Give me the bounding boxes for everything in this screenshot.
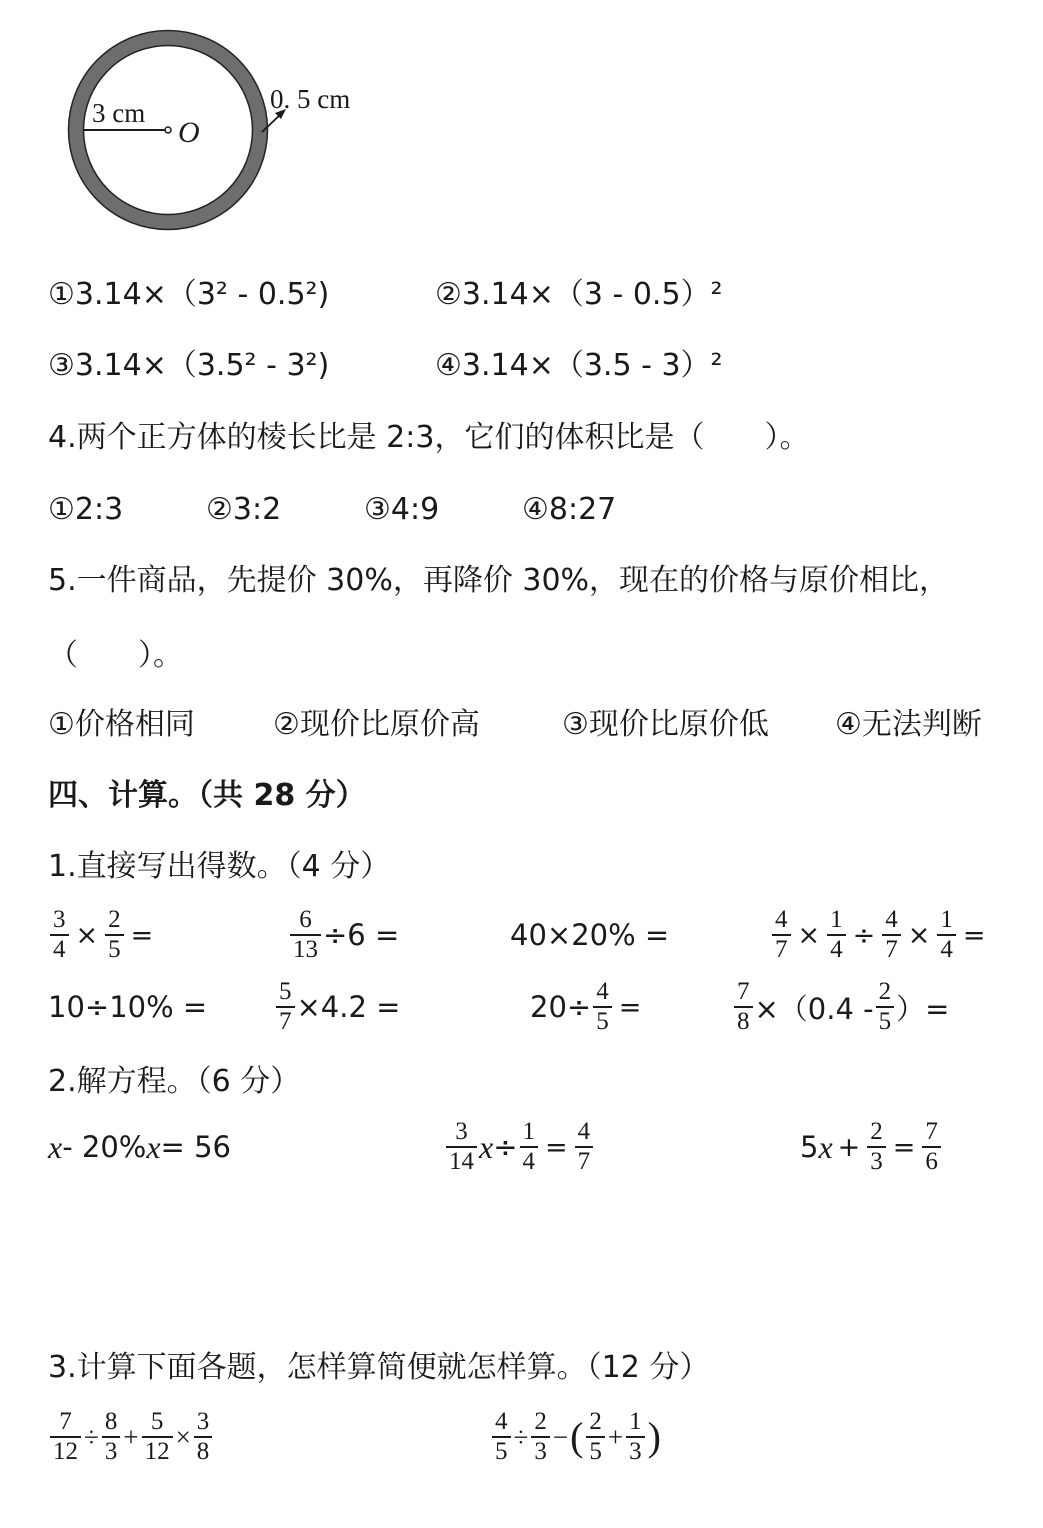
q4-stem: 4.两个正方体的棱长比是 2:3，它们的体积比是（ ）。 bbox=[48, 420, 810, 455]
section4-title: 四、计算。（共 28 分） bbox=[48, 778, 366, 813]
fraction: $\frac{2}{5}$ bbox=[876, 978, 895, 1036]
operator: ÷ bbox=[493, 1130, 518, 1164]
coefficient: 5 bbox=[800, 1130, 819, 1164]
variable: x bbox=[146, 1128, 161, 1165]
fraction: $\frac{4}{7}$ bbox=[575, 1118, 594, 1176]
fraction: $\frac{3}{4}$ bbox=[50, 906, 69, 964]
fraction: $\frac{8}{3}$ bbox=[102, 1408, 121, 1466]
fraction: $\frac{1}{4}$ bbox=[827, 906, 846, 964]
q5-option-2: ②现价比原价高 bbox=[273, 707, 480, 742]
center-point bbox=[165, 127, 171, 133]
equation-3 bbox=[800, 1112, 943, 1182]
q5-option-4: ④无法判断 bbox=[835, 707, 982, 742]
expr-rest: ÷6 = bbox=[323, 918, 400, 952]
equals: = bbox=[545, 1131, 568, 1163]
fraction: $\frac{2}{3}$ bbox=[867, 1118, 886, 1176]
operator: + bbox=[607, 1421, 624, 1452]
calc-item-4 bbox=[770, 900, 991, 970]
equals: = bbox=[130, 919, 154, 951]
fraction: $\frac{4}{7}$ bbox=[882, 906, 901, 964]
q3-option-4 bbox=[435, 346, 723, 386]
calc-item-3: 40×20% = bbox=[510, 918, 670, 952]
part1-title: 1.直接写出得数。（4 分） bbox=[48, 849, 391, 884]
operator: + bbox=[837, 1131, 861, 1163]
operator: − bbox=[552, 1421, 569, 1452]
fraction: $\frac{3}{14}$ bbox=[446, 1118, 477, 1176]
q5-option-3: ③现价比原价低 bbox=[562, 707, 769, 742]
equation-2 bbox=[444, 1112, 595, 1182]
equals: = bbox=[962, 919, 986, 951]
calc-item-5: 10÷10% = bbox=[48, 990, 208, 1024]
radius-label: 3 cm bbox=[92, 98, 146, 128]
equation-1 bbox=[48, 1112, 231, 1182]
option-mark: ④ bbox=[435, 348, 462, 383]
option-expr: 3.14×（3² - 0.5²) bbox=[74, 277, 330, 312]
variable: x bbox=[479, 1128, 494, 1165]
fraction: $\frac{4}{5}$ bbox=[593, 978, 612, 1036]
expr-end: = 56 bbox=[160, 1130, 231, 1164]
calc-item-2 bbox=[288, 900, 399, 970]
left-paren: ( bbox=[570, 1414, 584, 1459]
operator: + bbox=[123, 1421, 139, 1452]
part3-title: 3.计算下面各题，怎样算简便就怎样算。（12 分） bbox=[48, 1350, 710, 1385]
variable: x bbox=[818, 1128, 833, 1165]
q3-option-3 bbox=[48, 346, 329, 386]
fraction: $\frac{4}{5}$ bbox=[492, 1408, 511, 1466]
fraction: $\frac{7}{8}$ bbox=[734, 978, 753, 1036]
fraction: $\frac{3}{8}$ bbox=[194, 1408, 213, 1466]
fraction: $\frac{5}{12}$ bbox=[142, 1408, 173, 1466]
fraction: $\frac{1}{3}$ bbox=[626, 1408, 645, 1466]
operator: × bbox=[907, 919, 931, 951]
operator: × bbox=[75, 919, 99, 951]
equals: = bbox=[618, 991, 642, 1023]
fraction: $\frac{6}{13}$ bbox=[290, 906, 321, 964]
simplify-expr-1 bbox=[48, 1402, 214, 1472]
calc-item-7 bbox=[530, 972, 646, 1042]
operator: × bbox=[797, 919, 821, 951]
q5-option-1: ①价格相同 bbox=[48, 707, 195, 742]
center-label: O bbox=[178, 116, 200, 149]
ring-figure bbox=[50, 20, 390, 245]
operator: × bbox=[175, 1421, 191, 1452]
simplify-expr-2 bbox=[490, 1402, 662, 1472]
expr-rest: ×4.2 = bbox=[296, 990, 401, 1024]
fraction: $\frac{1}{4}$ bbox=[520, 1118, 539, 1176]
fraction: $\frac{7}{12}$ bbox=[50, 1408, 81, 1466]
right-paren: ) bbox=[647, 1414, 661, 1459]
fraction: $\frac{4}{7}$ bbox=[772, 906, 791, 964]
calc-item-6 bbox=[274, 972, 400, 1042]
fraction: $\frac{1}{4}$ bbox=[937, 906, 956, 964]
q5-stem: 5.一件商品，先提价 30%，再降价 30%，现在的价格与原价相比， bbox=[48, 563, 950, 598]
fraction: $\frac{7}{6}$ bbox=[922, 1118, 941, 1176]
expr-mid: ×（0.4 - bbox=[754, 991, 874, 1026]
expr-end: ）= bbox=[896, 991, 950, 1026]
q3-option-1 bbox=[48, 275, 329, 315]
q4-option-3: ③4:9 bbox=[364, 492, 440, 527]
option-expr: 3.14×（3.5 - 3）² bbox=[461, 348, 723, 383]
calc-item-8 bbox=[732, 972, 949, 1042]
option-expr: 3.14×（3.5² - 3²) bbox=[74, 348, 330, 383]
expr-pre: 20÷ bbox=[530, 990, 592, 1024]
variable: x bbox=[48, 1128, 63, 1165]
operator: ÷ bbox=[852, 919, 876, 951]
option-mark: ③ bbox=[48, 348, 75, 383]
fraction: $\frac{2}{5}$ bbox=[105, 906, 124, 964]
q3-option-2 bbox=[435, 275, 723, 315]
expr-mid: - 20% bbox=[62, 1130, 147, 1164]
ring-width-label: 0. 5 cm bbox=[270, 84, 351, 114]
equals: = bbox=[892, 1131, 916, 1163]
operator: ÷ bbox=[513, 1421, 529, 1452]
operator: ÷ bbox=[84, 1421, 99, 1452]
q4-option-2: ②3:2 bbox=[206, 492, 282, 527]
option-mark: ① bbox=[48, 277, 75, 312]
fraction: $\frac{2}{5}$ bbox=[586, 1408, 605, 1466]
fraction: $\frac{5}{7}$ bbox=[276, 978, 295, 1036]
fraction: $\frac{2}{3}$ bbox=[531, 1408, 550, 1466]
part2-title: 2.解方程。（6 分） bbox=[48, 1064, 301, 1099]
q4-option-1: ①2:3 bbox=[48, 492, 124, 527]
q5-blank: （ ）。 bbox=[48, 638, 183, 673]
option-expr: 3.14×（3 - 0.5）² bbox=[461, 277, 723, 312]
option-mark: ② bbox=[435, 277, 462, 312]
q4-option-4: ④8:27 bbox=[522, 492, 617, 527]
calc-item-1 bbox=[48, 900, 158, 970]
